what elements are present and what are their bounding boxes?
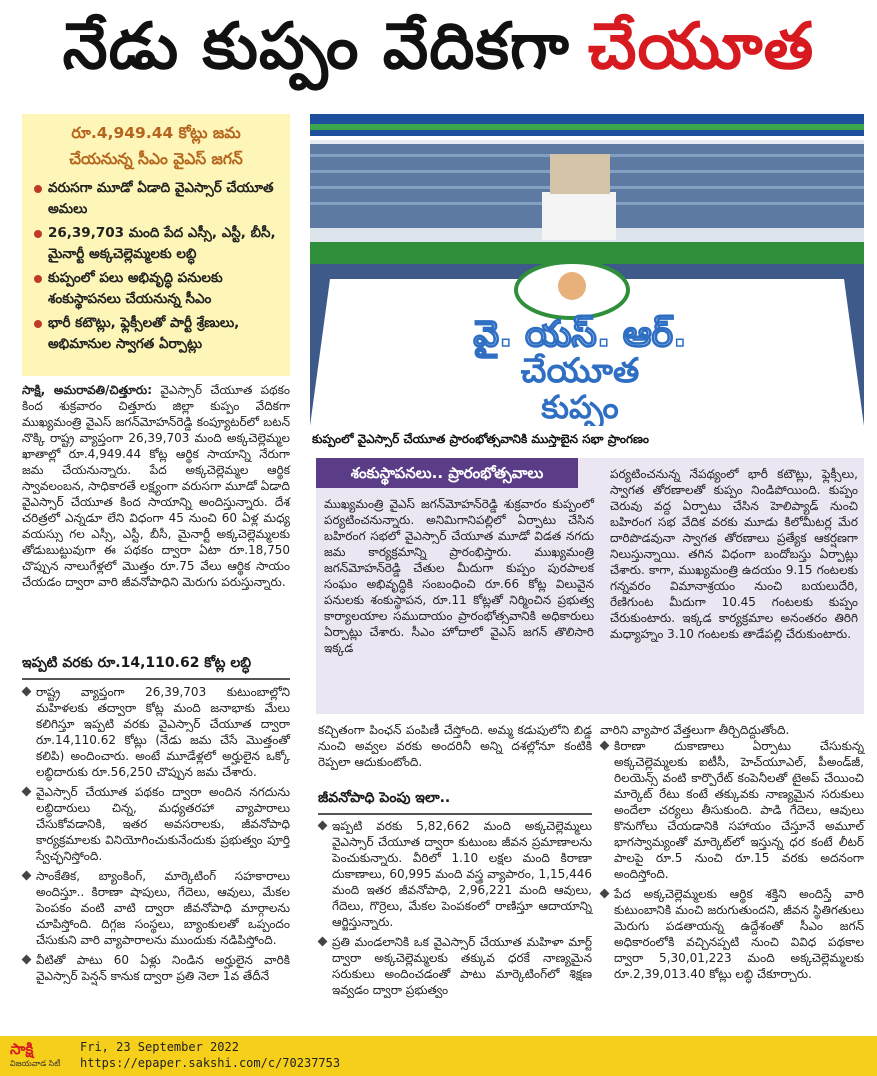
list-item: సాంకేతిక, బ్యాంకింగ్, మార్కెటింగ్ సహకారాలు అందిస్తూ.. కిరాణా షాపులు, గేదెలు, ఆవులు, మేకల పెంపకం వంటి వాటి ద్వారా జీవనోపాధి మార్గాలను చూపిస్తోంది. దిగ్గజ సంస్థలు, బ్యాంకులతో ఒప్పందం చేసుకుని వారి వ్యాపారాలను ముందుకు నడిపిస్తోంది. — [22, 868, 290, 948]
stage — [542, 192, 616, 240]
benefits-list — [22, 684, 290, 988]
highlight-item: 26,39,703 మంది పేద ఎస్సీ, ఎస్టీ, బీసీ, మైనార్టీ అక్కచెల్లెమ్మలకు లబ్ధి — [32, 223, 280, 265]
right-column — [600, 722, 864, 986]
tent-canopy — [310, 114, 864, 140]
inauguration-left: ముఖ్యమంత్రి వైఎస్ జగన్‌మోహన్‌రెడ్డి శుక్రవారం కుప్పంలో పర్యటించనున్నారు. అనిమిగానిపల్లిలో ఏర్పాటు చేసిన బహిరంగ సభలో వైఎస్సార్ చేయూత మూడో విడత నగదు జమ కార్యక్రమాన్ని ప్రారంభిస్తారు. ముఖ్యమంత్రి జగన్‌మోహన్‌రెడ్డి చేతుల మీదుగా కుప్పం పురపాలక సంఘం అభివృద్ధికి సంబంధించి రూ.66 కోట్ల విలువైన పనులకు శంకుస్థాపన, రూ.11 కోట్లతో నిర్మించిన ప్రభుత్వ కార్యాలయాల సముదాయం ప్రారంభోత్సవానికి అధికారులు ఏర్పాట్లు చేశారు. సీఎం హోదాలో వైఎస్ జగన్ తొలిసారి ఇక్కడ — [324, 497, 594, 655]
subhead-benefits: ఇప్పటి వరకు రూ.14,110.62 కోట్ల లబ్ధి — [22, 655, 290, 680]
list-item: ఇప్పటి వరకు 5,82,662 మంది అక్కచెల్లెమ్మలు వైఎస్సార్ చేయూత ద్వారా కుటుంబ జీవన ప్రమాణాలను పెంచుకున్నారు. వీరిలో 1.10 లక్షల మంది కిరాణా దుకాణాలు, 60,995 మంది వస్త్ర వ్యాపారం, 1,15,446 మంది ఇతర జీవనోపాధి, 2,96,221 మంది ఆవులు, గేదెలు, గొర్రెలు, మేకల పెంపకంలో రాణిస్తూ ఆదాయాన్ని ఆర్జిస్తున్నారు. — [318, 818, 592, 930]
highlight-item: వరుసగా మూడో ఏడాది వైఎస్సార్ చేయూత అమలు — [32, 178, 280, 220]
list-item: రాష్ట్ర వ్యాప్తంగా 26,39,703 కుటుంబాల్లోని మహిళలకు తద్వారా కోట్ల మంది జనాభాకు మేలు కలిగిస్తూ ఇప్పటి వరకు వైఎస్సార్ చేయూత ద్వారా రూ.14,110.62 కోట్లు (నేడు జమ చేసే మొత్తంతో కలిపి) అందించారు. అంటే మూడేళ్లలో అర్హులైన ఒక్కో లబ్ధిదారుకు రూ.56,250 చొప్పున జమ చేశారు. — [22, 684, 290, 780]
logo-text: సాక్షి — [10, 1040, 34, 1058]
highlights-title-2: చేయనున్న సీఎం వైఎస్ జగన్ — [69, 150, 243, 168]
headline — [0, 0, 877, 108]
list-item: వీటితో పాటు 60 ఏళ్లు నిండిన అర్హులైన వారికి వైఎస్సార్ పెన్షన్ కానుక ద్వారా ప్రతి నెలా 1వ తేదీనే — [22, 952, 290, 984]
subhead-livelihood: జీవనోపాధి పెంపు ఇలా.. — [318, 790, 592, 815]
highlights-title-1: రూ.4,949.44 కోట్లు జమ — [71, 124, 241, 142]
banner-line-3: కుప్పం — [541, 388, 619, 426]
highlights-box — [22, 114, 290, 376]
article-intro — [22, 382, 290, 590]
photo-caption: కుప్పంలో వైఎస్సార్ చేయూత ప్రారంభోత్సవానికి ముస్తాబైన సభా ప్రాంగణం — [312, 432, 650, 446]
livelihood-list — [318, 818, 592, 1002]
intro-paragraph: వైఎస్సార్ చేయూత పథకం కింద శుక్రవారం చిత్తూరు జిల్లా కుప్పం వేదికగా ముఖ్యమంత్రి వైఎస్ జగన్‌మోహన్‌రెడ్డి కంప్యూటర్‌లో బటన్ నొక్కి రాష్ట్ర వ్యాప్తంగా 26,39,703 మంది అక్కచెల్లెమ్మల ఖాతాల్లో రూ.4,949.44 కోట్ల ఆర్థిక సాయాన్ని నేరుగా జమ చేయనున్నారు. పేద అక్కచెల్లెమ్మల ఆర్థిక స్వావలంబన, సాధికారతే లక్ష్యంగా వరుసగా మూడో ఏడాది వైఎస్సార్ చేయూత కింద సాయాన్ని అందిస్తున్నారు. దేశ చరిత్రలో ఎన్నడూ లేని విధంగా 45 నుంచి 60 ఏళ్ల మధ్య వయస్సు గల ఎస్సీ, ఎస్టీ, బీసీ, మైనార్టీ అక్కచెల్లెమ్మలకు తోడుబుట్టువుగా ఈ పథకం ద్వారా ఏటా రూ.18,750 చొప్పున నాలుగేళ్లలో మొత్తం రూ.75 వేలు ఆర్థిక సాయం చేయడం ద్వారా వారి జీవనోపాధిని మెరుగు పరుస్తున్నారు. — [22, 383, 290, 589]
list-item: వైఎస్సార్ చేయూత పథకం ద్వారా అందిన నగదును లబ్ధిదారులు చిన్న, మధ్యతరహా వ్యాపారాలు చేసుకోవడానికి, ఇతర అవసరాలకు, జీవనోపాధి కార్యక్రమాలకు వినియోగించుకునేందుకు ప్రభుత్వం పూర్తి స్వేచ్ఛనిస్తోంది. — [22, 784, 290, 864]
inauguration-right: పర్యటించనున్న నేపథ్యంలో భారీ కటౌట్లు, ఫ్లెక్సీలు, స్వాగత తోరణాలతో కుప్పం నిండిపోయింది. కుప్పం చెరువు వద్ద ఏర్పాటు చేసిన హెలిప్యాడ్ నుంచి బహిరంగ సభ వేదిక వరకు మూడు కిలోమీటర్ల మేర దారిపొడవునా స్వాగత తోరణాలు ప్రత్యేక ఆకర్షణగా నిలుస్తున్నాయి. తగిన విధంగా బందోబస్తు ఏర్పాట్లు చేశారు. కాగా, ముఖ్యమంత్రి ఉదయం 9.15 గంటలకు గన్నవరం విమానాశ్రయం నుంచి బయలుదేరి, రేణిగుంట మీదుగా 10.45 గంటలకు కుప్పం చేరుకుంటారు. ఇక్కడ కార్యక్రమాల అనంతరం తిరిగి మధ్యాహ్నం 3.10 గంటలకు తాడేపల్లి చేరుకుంటారు. — [610, 467, 858, 641]
banner-line-2: చేయూత — [520, 351, 640, 391]
edition-text: విజయవాడ సిటీ — [10, 1059, 61, 1068]
list-item: ప్రతి మండలానికి ఒక వైఎస్సార్ చేయూత మహిళా మార్ట్ ద్వారా అక్కచెల్లెమ్మలకు తక్కువ ధరకే నాణ్యమైన సరుకులు అందించడంతో పాటు మార్కెటింగ్‌లో శిక్షణ ఇవ్వడం ద్వారా ప్రభుత్వం — [318, 934, 592, 998]
headline-main: నేడు కుప్పం వేదికగా — [62, 9, 570, 84]
right-continuation: వారిని వ్యాపార వేత్తలుగా తీర్చిదిద్దుతోంది. — [600, 723, 790, 737]
list-item: కిరాణా దుకాణాలు ఏర్పాటు చేసుకున్న అక్కచెల్లెమ్మలకు ఐటీసీ, హెచ్‌యూఎల్, పీఅండ్‌జీ, రిలయెన్స్ వంటి కార్పొరేట్ కంపెనీలతో టైఅప్ చేయించి మార్కెట్ రేటు కంటే తక్కువకు నాణ్యమైన సరుకులు అందేలా చర్యలు తీసుకుంది. పాడి గేదెలు, ఆవులు కొనుగోలు చేయడానికి సహాయం చేస్తూనే అమూల్ భాగస్వామ్యంతో మార్కెట్‌లో ఇస్తున్న ధర కంటే లీటర్ పాలపై రూ.5 నుంచి రూ.15 వరకు అదనంగా అందిస్తోంది. — [600, 738, 864, 882]
venue-illustration — [310, 114, 864, 426]
inauguration-title: శంకుస్థాపనలు.. ప్రారంభోత్సవాలు — [316, 458, 578, 488]
sakshi-logo — [10, 1040, 74, 1072]
pension-continuation: కచ్చితంగా పింఛన్ పంపిణీ చేస్తోంది. అమ్మ కడుపులోని బిడ్డ నుంచి అవ్వల వరకు అందరినీ అన్ని దశల్లోనూ కంటికి రెప్పలా ఆదుకుంటోంది. — [318, 723, 592, 769]
highlight-item: కుప్పంలో పలు అభివృద్ధి పనులకు శంకుస్థాపనలు చేయనున్న సీఎం — [32, 268, 280, 310]
dateline: సాక్షి, అమరావతి/చిత్తూరు: — [22, 383, 152, 397]
highlights-list — [32, 178, 280, 355]
footer-url-link[interactable]: https://epaper.sakshi.com/c/70237753 — [80, 1056, 341, 1070]
banner-line-1: వై. యస్. ఆర్. — [473, 314, 687, 355]
headline-accent: చేయూత — [587, 9, 815, 84]
list-item: పేద అక్కచెల్లెమ్మలకు ఆర్థిక శక్తిని అందిస్తే వారి కుటుంబానికి మంచి జరుగుతుందని, జీవన స్థితిగతులు మెరుగు పడతాయన్న ఉద్దేశంతో సీఎం జగన్ అధికారంలోకి వచ్చినప్పటి నుంచి వివిధ పథకాల ద్వారా 5,30,01,223 మంది అక్కచెల్లెమ్మలకు రూ.2,39,013.40 కోట్లు లబ్ధి చేకూర్చారు. — [600, 886, 864, 982]
highlight-item: భారీ కటౌట్లు, ఫ్లెక్సీలతో పార్టీ శ్రేణులు, అభిమానుల స్వాగత ఏర్పాట్లు — [32, 313, 280, 355]
footer-date: Fri, 23 September 2022 — [80, 1040, 239, 1054]
event-photo — [310, 114, 864, 426]
